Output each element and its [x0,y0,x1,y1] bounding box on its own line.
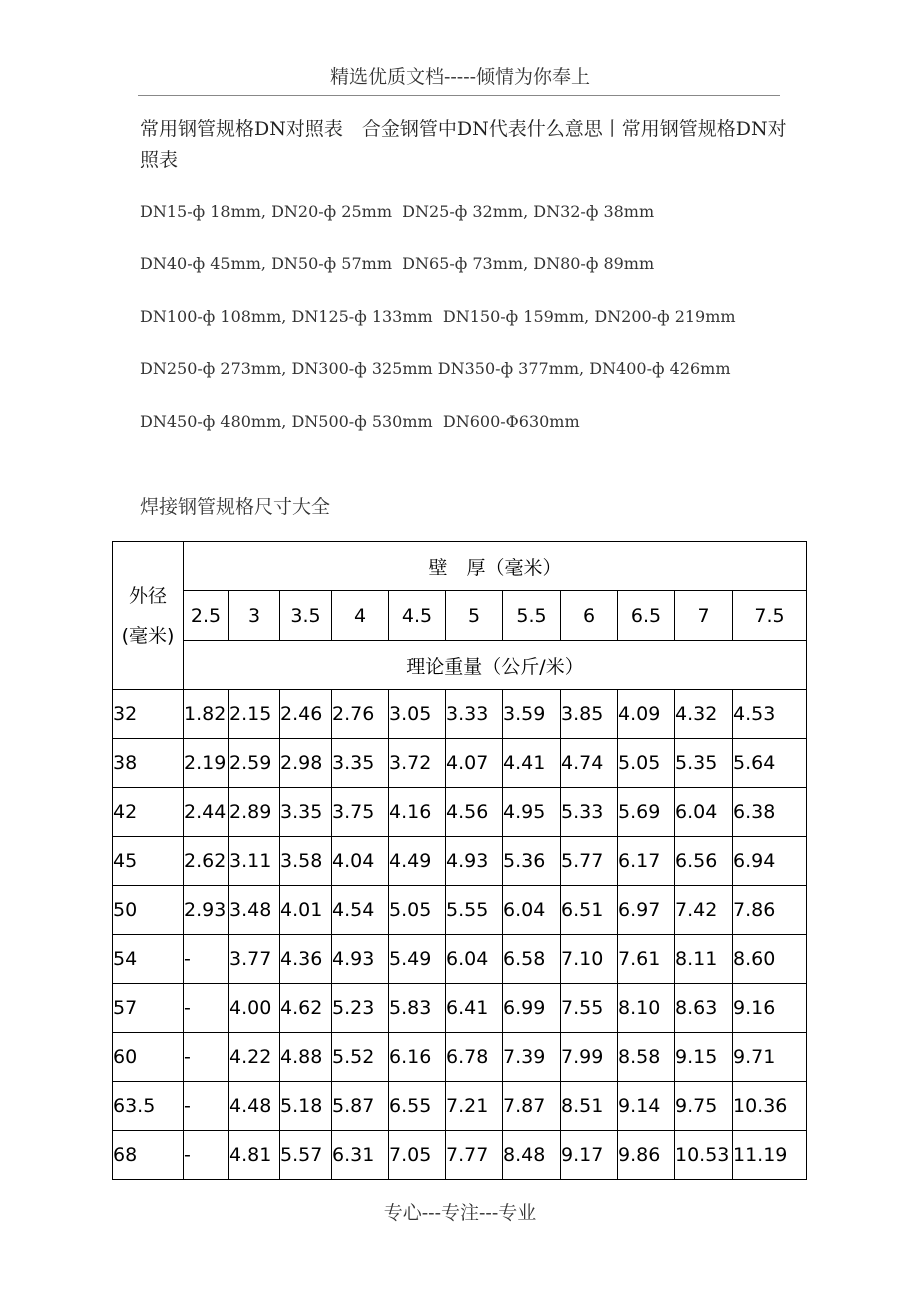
wall-thickness-header: 壁 厚（毫米） [184,542,807,591]
weight-cell: 9.16 [733,984,807,1033]
weight-cell: 2.44 [184,788,229,837]
weight-cell: 4.16 [389,788,446,837]
outer-diameter-cell: 32 [113,690,184,739]
weight-cell: 5.87 [332,1082,389,1131]
thickness-header-cell: 5 [446,591,503,641]
table-row [113,1082,807,1131]
thickness-header-cell: 6.5 [618,591,675,641]
weight-cell: 5.05 [618,739,675,788]
weight-cell: 9.86 [618,1131,675,1180]
outer-diameter-cell: 63.5 [113,1082,184,1131]
page-header: 精选优质文档-----倾情为你奉上 [329,66,591,88]
weight-cell: 6.99 [503,984,561,1033]
document-title: 常用钢管规格DN对照表 合金钢管中DN代表什么意思丨常用钢管规格DN对照表 [140,118,787,171]
weight-cell: 4.93 [332,935,389,984]
weight-cell: 5.05 [389,886,446,935]
weight-cell: 4.53 [733,690,807,739]
outer-diameter-label: 外径 [128,584,167,607]
weight-cell: 4.74 [561,739,618,788]
weight-cell: 8.48 [503,1131,561,1180]
weight-cell: 6.56 [675,837,733,886]
weight-cell: 9.15 [675,1033,733,1082]
thickness-header-cell: 4 [332,591,389,641]
weight-cell: 5.83 [389,984,446,1033]
page-footer: 专心---专注---专业 [383,1202,537,1224]
weight-cell: 3.05 [389,690,446,739]
weight-cell: 3.48 [229,886,280,935]
weight-cell: 4.54 [332,886,389,935]
weight-cell: 4.07 [446,739,503,788]
weight-cell: 6.17 [618,837,675,886]
weight-cell: 8.10 [618,984,675,1033]
thickness-header-cell: 7.5 [733,591,807,641]
weight-cell: 11.19 [733,1131,807,1180]
weight-cell: 4.48 [229,1082,280,1131]
weight-cell: - [184,1131,229,1180]
weight-cell: - [184,1082,229,1131]
weight-cell: 4.81 [229,1131,280,1180]
weight-cell: 5.55 [446,886,503,935]
weight-cell: 9.14 [618,1082,675,1131]
weight-cell: 2.59 [229,739,280,788]
weight-cell: 4.00 [229,984,280,1033]
weight-cell: 2.46 [280,690,332,739]
weight-cell: 2.19 [184,739,229,788]
dn-line-1: DN15-ф 18mm, DN20-ф 25mm DN25-ф 32mm, DN32-ф 38mm [140,202,655,221]
weight-cell: 10.36 [733,1082,807,1131]
weight-cell: 7.86 [733,886,807,935]
weight-cell: 8.63 [675,984,733,1033]
weight-cell: 5.49 [389,935,446,984]
weight-cell: 7.05 [389,1131,446,1180]
weight-cell: 6.04 [675,788,733,837]
outer-diameter-cell: 68 [113,1131,184,1180]
table-row [113,886,807,935]
header-divider [138,95,780,96]
thickness-header-cell: 3 [229,591,280,641]
weight-cell: 6.78 [446,1033,503,1082]
weight-cell: 9.17 [561,1131,618,1180]
weight-cell: 2.15 [229,690,280,739]
weight-cell: 3.59 [503,690,561,739]
table-row [113,984,807,1033]
weight-cell: 4.09 [618,690,675,739]
table-row [113,690,807,739]
weight-cell: 5.52 [332,1033,389,1082]
outer-diameter-unit: (毫米) [121,624,175,647]
table-row [113,935,807,984]
outer-diameter-cell: 38 [113,739,184,788]
weight-cell: 6.04 [446,935,503,984]
weight-cell: 6.51 [561,886,618,935]
weight-cell: 7.10 [561,935,618,984]
table-row [113,739,807,788]
theoretical-weight-header: 理论重量（公斤/米） [184,641,807,690]
weight-cell: 9.75 [675,1082,733,1131]
table-row [113,1033,807,1082]
weight-cell: 3.33 [446,690,503,739]
weight-cell: 6.94 [733,837,807,886]
outer-diameter-header [113,542,184,690]
table-row [113,788,807,837]
thickness-header-cell: 2.5 [184,591,229,641]
weight-cell: 4.22 [229,1033,280,1082]
weight-cell: 8.11 [675,935,733,984]
weight-cell: 7.87 [503,1082,561,1131]
weight-cell: - [184,984,229,1033]
weight-cell: 5.35 [675,739,733,788]
weight-cell: 6.16 [389,1033,446,1082]
weight-cell: 4.36 [280,935,332,984]
weight-cell: - [184,1033,229,1082]
weight-cell: 5.18 [280,1082,332,1131]
weight-cell: 5.57 [280,1131,332,1180]
weight-cell: 2.62 [184,837,229,886]
weight-cell: - [184,935,229,984]
dn-line-3: DN100-ф 108mm, DN125-ф 133mm DN150-ф 159mm, DN200-ф 219mm [140,307,736,326]
weight-cell: 4.95 [503,788,561,837]
weight-cell: 7.21 [446,1082,503,1131]
weight-cell: 5.36 [503,837,561,886]
weight-cell: 5.69 [618,788,675,837]
weight-cell: 4.49 [389,837,446,886]
table-row [113,1131,807,1180]
dn-line-5: DN450-ф 480mm, DN500-ф 530mm DN600-Φ630mm [140,412,580,431]
weight-cell: 6.31 [332,1131,389,1180]
thickness-header-cell: 3.5 [280,591,332,641]
weight-cell: 4.56 [446,788,503,837]
weight-cell: 6.41 [446,984,503,1033]
outer-diameter-cell: 45 [113,837,184,886]
weight-cell: 3.58 [280,837,332,886]
weight-cell: 10.53 [675,1131,733,1180]
weight-cell: 9.71 [733,1033,807,1082]
weight-cell: 6.97 [618,886,675,935]
weight-cell: 3.11 [229,837,280,886]
weight-cell: 4.32 [675,690,733,739]
table-row [113,837,807,886]
weight-cell: 7.99 [561,1033,618,1082]
section-heading: 焊接钢管规格尺寸大全 [140,496,331,518]
weight-cell: 2.89 [229,788,280,837]
outer-diameter-cell: 54 [113,935,184,984]
pipe-weight-table [112,541,807,1180]
outer-diameter-cell: 60 [113,1033,184,1082]
weight-cell: 2.76 [332,690,389,739]
weight-cell: 5.23 [332,984,389,1033]
weight-cell: 2.93 [184,886,229,935]
weight-cell: 3.77 [229,935,280,984]
weight-cell: 6.58 [503,935,561,984]
weight-cell: 8.58 [618,1033,675,1082]
weight-cell: 8.51 [561,1082,618,1131]
weight-cell: 2.98 [280,739,332,788]
weight-cell: 4.41 [503,739,561,788]
weight-cell: 3.85 [561,690,618,739]
weight-cell: 7.77 [446,1131,503,1180]
outer-diameter-cell: 50 [113,886,184,935]
weight-cell: 1.82 [184,690,229,739]
weight-cell: 4.01 [280,886,332,935]
weight-cell: 6.55 [389,1082,446,1131]
weight-cell: 3.35 [332,739,389,788]
outer-diameter-cell: 57 [113,984,184,1033]
thickness-header-cell: 6 [561,591,618,641]
weight-cell: 4.04 [332,837,389,886]
thickness-header-cell: 4.5 [389,591,446,641]
weight-cell: 3.75 [332,788,389,837]
weight-cell: 5.64 [733,739,807,788]
weight-cell: 3.72 [389,739,446,788]
thickness-header-cell: 7 [675,591,733,641]
weight-cell: 7.61 [618,935,675,984]
outer-diameter-cell: 42 [113,788,184,837]
weight-cell: 5.77 [561,837,618,886]
weight-cell: 4.62 [280,984,332,1033]
thickness-header-cell: 5.5 [503,591,561,641]
weight-cell: 6.38 [733,788,807,837]
weight-cell: 8.60 [733,935,807,984]
weight-cell: 3.35 [280,788,332,837]
weight-cell: 6.04 [503,886,561,935]
weight-cell: 4.88 [280,1033,332,1082]
weight-cell: 4.93 [446,837,503,886]
dn-line-4: DN250-ф 273mm, DN300-ф 325mm DN350-ф 377mm, DN400-ф 426mm [140,359,731,378]
weight-cell: 5.33 [561,788,618,837]
weight-cell: 7.42 [675,886,733,935]
weight-cell: 7.55 [561,984,618,1033]
dn-line-2: DN40-ф 45mm, DN50-ф 57mm DN65-ф 73mm, DN80-ф 89mm [140,254,655,273]
weight-cell: 7.39 [503,1033,561,1082]
